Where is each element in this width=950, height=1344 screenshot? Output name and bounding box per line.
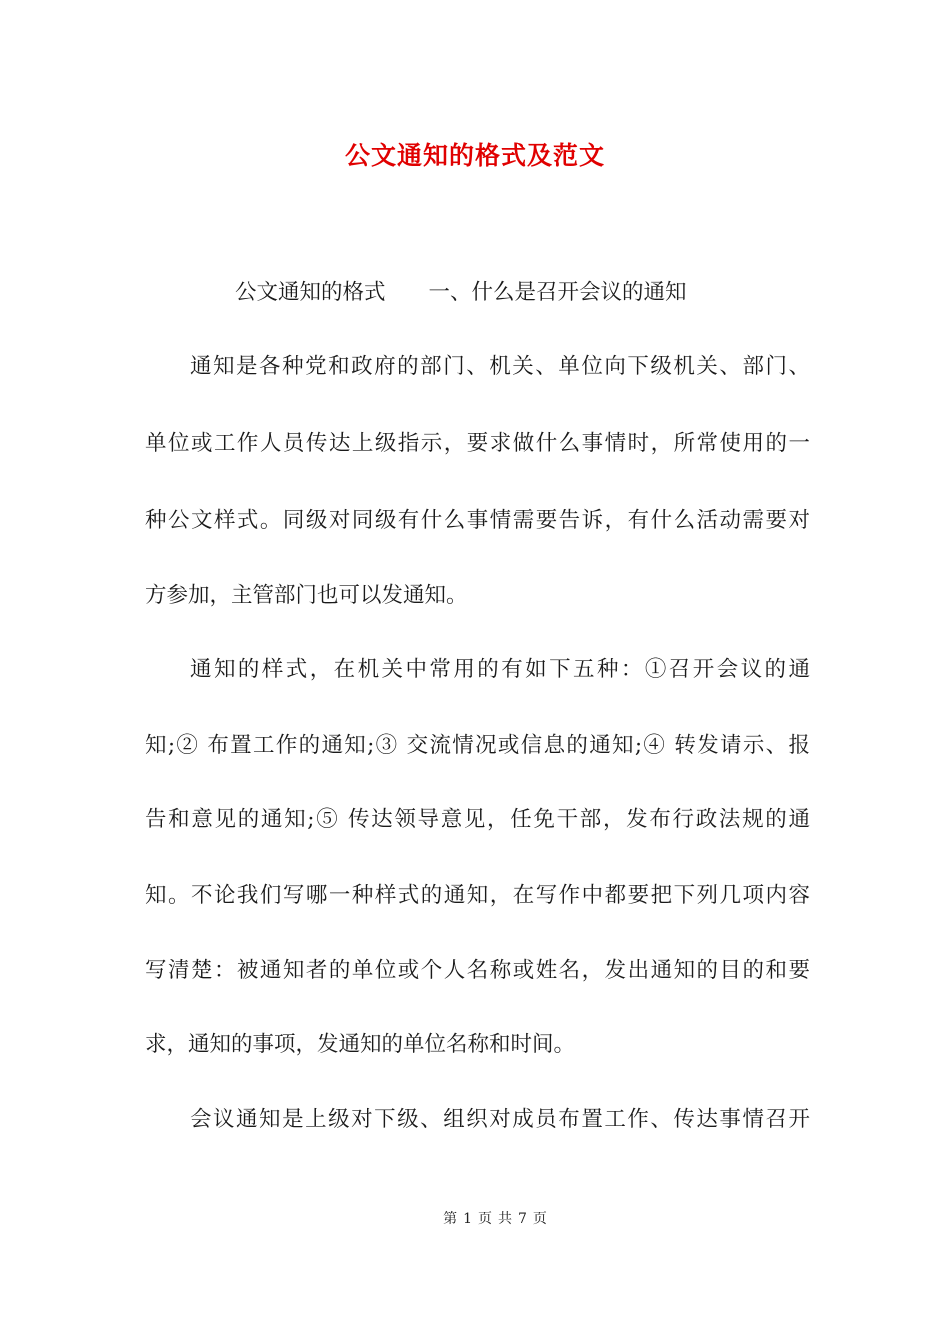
document-title: 公文通知的格式及范文 bbox=[344, 141, 605, 170]
footer-page-number: 1 bbox=[463, 1211, 472, 1227]
paragraph-line: 会议通知是上级对下级、组织对成员布置工作、传达事情召开 bbox=[190, 1107, 810, 1132]
footer-total-unit: 页 bbox=[532, 1211, 547, 1227]
paragraph-line: 告和意见的通知;⑤ 传达领导意见，任免干部，发布行政法规的通 bbox=[145, 807, 810, 832]
paragraph-line: 写清楚：被通知者的单位或个人名称或姓名，发出通知的目的和要 bbox=[145, 958, 810, 983]
footer-total-pages: 7 bbox=[518, 1211, 527, 1227]
footer-page-unit: 页 bbox=[478, 1211, 492, 1227]
paragraph-line: 种公文样式。同级对同级有什么事情需要告诉，有什么活动需要对 bbox=[145, 508, 810, 533]
paragraph-line: 单位或工作人员传达上级指示，要求做什么事情时，所常使用的一 bbox=[145, 431, 810, 456]
paragraph-line: 求，通知的事项，发通知的单位名称和时间。 bbox=[145, 1032, 576, 1057]
paragraph-line: 通知的样式，在机关中常用的有如下五种：①召开会议的通 bbox=[190, 657, 810, 682]
footer-prefix: 第 bbox=[443, 1211, 458, 1227]
paragraph-line: 知。不论我们写哪一种样式的通知，在写作中都要把下列几项内容 bbox=[145, 883, 810, 908]
paragraph-line: 通知是各种党和政府的部门、机关、单位向下级机关、部门、 bbox=[190, 354, 810, 379]
heading-line: 公文通知的格式 一、什么是召开会议的通知 bbox=[235, 280, 687, 305]
paragraph-line: 知;② 布置工作的通知;③ 交流情况或信息的通知;④ 转发请示、报 bbox=[145, 733, 810, 758]
page-footer bbox=[0, 1208, 950, 1228]
footer-total-prefix: 共 bbox=[498, 1211, 512, 1227]
paragraph-line: 方参加，主管部门也可以发通知。 bbox=[145, 583, 468, 608]
